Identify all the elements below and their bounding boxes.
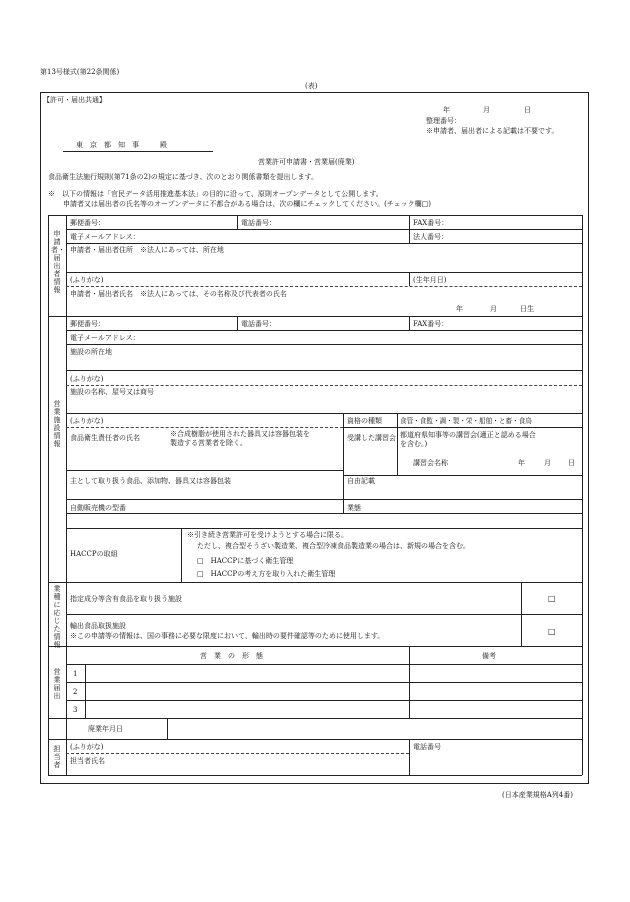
footer-note: (日本産業規格A列4番) [502,791,573,799]
haccp-option-2[interactable]: □ HACCPの考え方を取り入れた衛生管理 [197,570,336,578]
facility-location-label: 施設の所在地 [70,348,112,356]
business-type-label: 業態 [347,504,361,512]
applicant-furigana-label: (ふりがな) [70,276,104,284]
applicant-phone-label: 電話番号： [241,219,276,227]
contact-phone-label: 電話番号 [413,743,441,751]
course-label: 受講した講習会 [347,434,396,442]
industry-item1-checkbox[interactable]: □ [548,594,556,603]
haccp-label: HACCPの取組 [70,550,118,558]
addressee: 東 京 都 知 事 殿 [76,141,167,149]
industry-item2-note: ※この申請等の情報は、国の事務に必要な限度において、輸出時の要件確認等のために使用します。 [70,632,385,640]
course-month: 月 [544,459,551,467]
haccp-option-1[interactable]: □ HACCPに基づく衛生管理 [197,557,294,565]
manager-note-line1: ※合成樹脂が使用された器具又は容器包装を [170,430,310,438]
closure-date-label: 廃業年月日 [88,725,123,733]
reference-number: 整理番号： [426,117,461,125]
section-tag: 【許可・届出共通】 [43,96,106,104]
business-form-header: 営 業 の 形 態 [200,652,263,660]
contact-name-label: 担当者氏名 [70,757,105,765]
reference-note: ※申請者、届出者による記載は不要です。 [426,127,559,135]
qualification-list: 食管・食監・調・製・栄・船舶・と畜・食鳥 [400,417,532,425]
facility-postal-label: 郵便番号： [70,320,105,328]
notification-row-1: 1 [73,670,78,678]
main-goods-label: 主として取り扱う食品、添加物、器具又は容器包装 [70,477,231,485]
applicant-postal-label: 郵便番号： [70,219,105,227]
applicant-address-label: 申請者・届出者住所 ※法人にあっては、所在地 [70,246,224,254]
applicant-birth-day: 日生 [520,305,534,313]
facility-fax-label: FAX番号： [413,320,449,328]
contact-furigana-label: (ふりがな) [70,743,104,751]
notification-row-3: 3 [73,706,78,714]
course-year: 年 [518,459,525,467]
notification-row-2: 2 [73,688,78,696]
applicant-side-label: 申請者・届出者情報 [51,230,65,294]
open-data-check-note: 申請者又は届出者の氏名等のオープンデータに不都合がある場合は、次の欄にチェックしてください。(チェック欄□) [63,200,432,208]
industry-item2-label: 輸出食品取扱施設 [70,622,126,630]
facility-furigana-label: (ふりがな) [70,375,104,383]
applicant-birth-label: (生年月日) [413,276,447,284]
course-text-line1: 都道府県知事等の講習会(適正と認める場合 [400,431,536,439]
addressee-underline [63,151,213,152]
haccp-note-line1: ※引き続き営業許可を受けようとする場合に限る。 [187,531,348,539]
applicant-email-label: 電子メールアドレス： [70,233,140,241]
applicant-fax-label: FAX番号： [413,219,449,227]
course-day: 日 [568,459,575,467]
manager-note-line2: 製造する営業者を除く。 [170,439,247,447]
vending-label: 自動販売機の型番 [70,504,126,512]
course-name-label: 講習会名称 [413,459,448,467]
document-title: 営業許可申請書・営業届(廃業) [258,158,355,166]
remarks-header: 備考 [482,652,496,660]
date-month: 月 [483,106,490,114]
industry-side-label: 業種に応じた情報 [53,585,61,649]
applicant-birth-month: 月 [490,305,497,313]
notification-side-label: 営業届出 [53,668,61,700]
date-day: 日 [524,106,531,114]
industry-item2-checkbox[interactable]: □ [548,627,556,636]
qualification-type-label: 資格の種類 [347,417,382,425]
facility-phone-label: 電話番号： [241,320,276,328]
manager-name-label: 食品衛生責任者の氏名 [70,434,140,442]
form-number: 第13号様式(第22条関係) [40,68,120,76]
haccp-note-line2: ただし、複合型そうざい製造業、複合型冷凍食品製造業の場合は、新規の場合を含む。 [197,542,470,550]
course-text-line2: を含む。) [400,440,428,448]
facility-email-label: 電子メールアドレス： [70,334,140,342]
industry-item1-label: 指定成分等含有食品を取り扱う施設 [70,595,182,603]
free-entry-label: 自由記載 [347,477,375,485]
applicant-corp-no-label: 法人番号： [413,233,448,241]
facility-side-label: 営業施設情報 [53,400,61,448]
applicant-name-label: 申請者・届出者氏名 ※法人にあっては、その名称及び代表者の氏名 [70,290,287,298]
legal-basis: 食品衛生法施行規則(第71条の2)の規定に基づき、次のとおり関係書類を提出します。 [48,173,318,181]
date-year: 年 [443,106,450,114]
open-data-note: ※ 以下の情報は「官民データ活用推進基本法」の目的に沿って、原則オープンデータとして公開します。 [48,190,383,198]
contact-side-label: 担当者 [53,745,61,769]
front-label: (表) [305,82,318,90]
applicant-birth-year: 年 [456,305,463,313]
manager-furigana-label: (ふりがな) [70,417,104,425]
facility-name-label: 施設の名称、屋号又は商号 [70,388,154,396]
